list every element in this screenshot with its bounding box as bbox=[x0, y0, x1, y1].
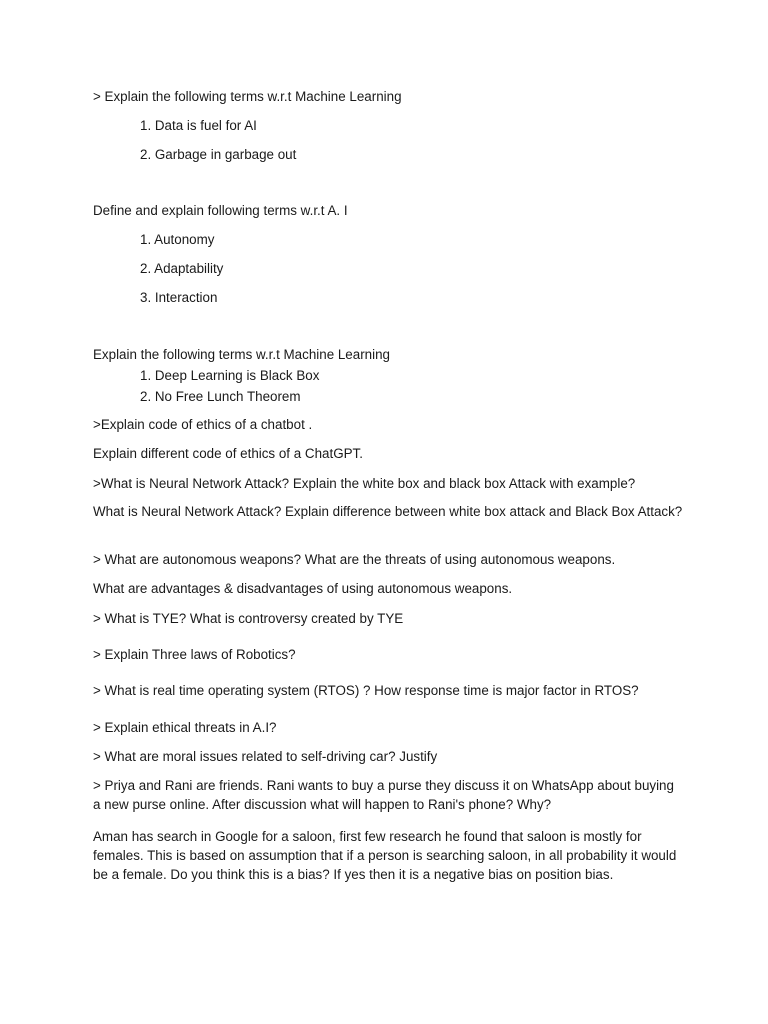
list-item: 2. Adaptability bbox=[140, 261, 224, 276]
question-prompt: > Explain the following terms w.r.t Machine Learning bbox=[93, 89, 402, 104]
list-item: 2. No Free Lunch Theorem bbox=[140, 389, 301, 404]
question-text: > What is real time operating system (RTOS) ? How response time is major factor in RTOS? bbox=[93, 683, 639, 698]
question-prompt: Define and explain following terms w.r.t A. I bbox=[93, 203, 348, 218]
question-text: > What are moral issues related to self-driving car? Justify bbox=[93, 749, 438, 764]
list-item: 2. Garbage in garbage out bbox=[140, 147, 297, 162]
question-text: What is Neural Network Attack? Explain difference between white box attack and Black Box Attack? bbox=[93, 504, 683, 519]
question-text: > Explain Three laws of Robotics? bbox=[93, 647, 296, 662]
question-text: > Explain ethical threats in A.I? bbox=[93, 720, 277, 735]
question-text: > Priya and Rani are friends. Rani wants to buy a purse they discuss it on WhatsApp about buying a new purse online. After discussion what will happen to Rani's phone? Why? bbox=[93, 778, 674, 812]
question-text: > What are autonomous weapons? What are the threats of using autonomous weapons. bbox=[93, 552, 616, 567]
question-text: >What is Neural Network Attack? Explain the white box and black box Attack with example? bbox=[93, 476, 636, 491]
question-text: >Explain code of ethics of a chatbot . bbox=[93, 417, 313, 432]
question-prompt: Explain the following terms w.r.t Machine Learning bbox=[93, 347, 390, 362]
question-text: Explain different code of ethics of a ChatGPT. bbox=[93, 446, 363, 461]
list-item: 3. Interaction bbox=[140, 290, 218, 305]
list-item: 1. Autonomy bbox=[140, 232, 215, 247]
list-item: 1. Deep Learning is Black Box bbox=[140, 368, 320, 383]
question-text: Aman has search in Google for a saloon, first few research he found that saloon is mostly for females. This is based on assumption that if a person is searching saloon, in all probability it would be a female. Do you think this is a bias? If yes then it is a negative bias on position bias. bbox=[93, 829, 677, 882]
question-text: > What is TYE? What is controversy created by TYE bbox=[93, 611, 404, 626]
list-item: 1. Data is fuel for AI bbox=[140, 118, 257, 133]
question-text: What are advantages & disadvantages of using autonomous weapons. bbox=[93, 581, 513, 596]
